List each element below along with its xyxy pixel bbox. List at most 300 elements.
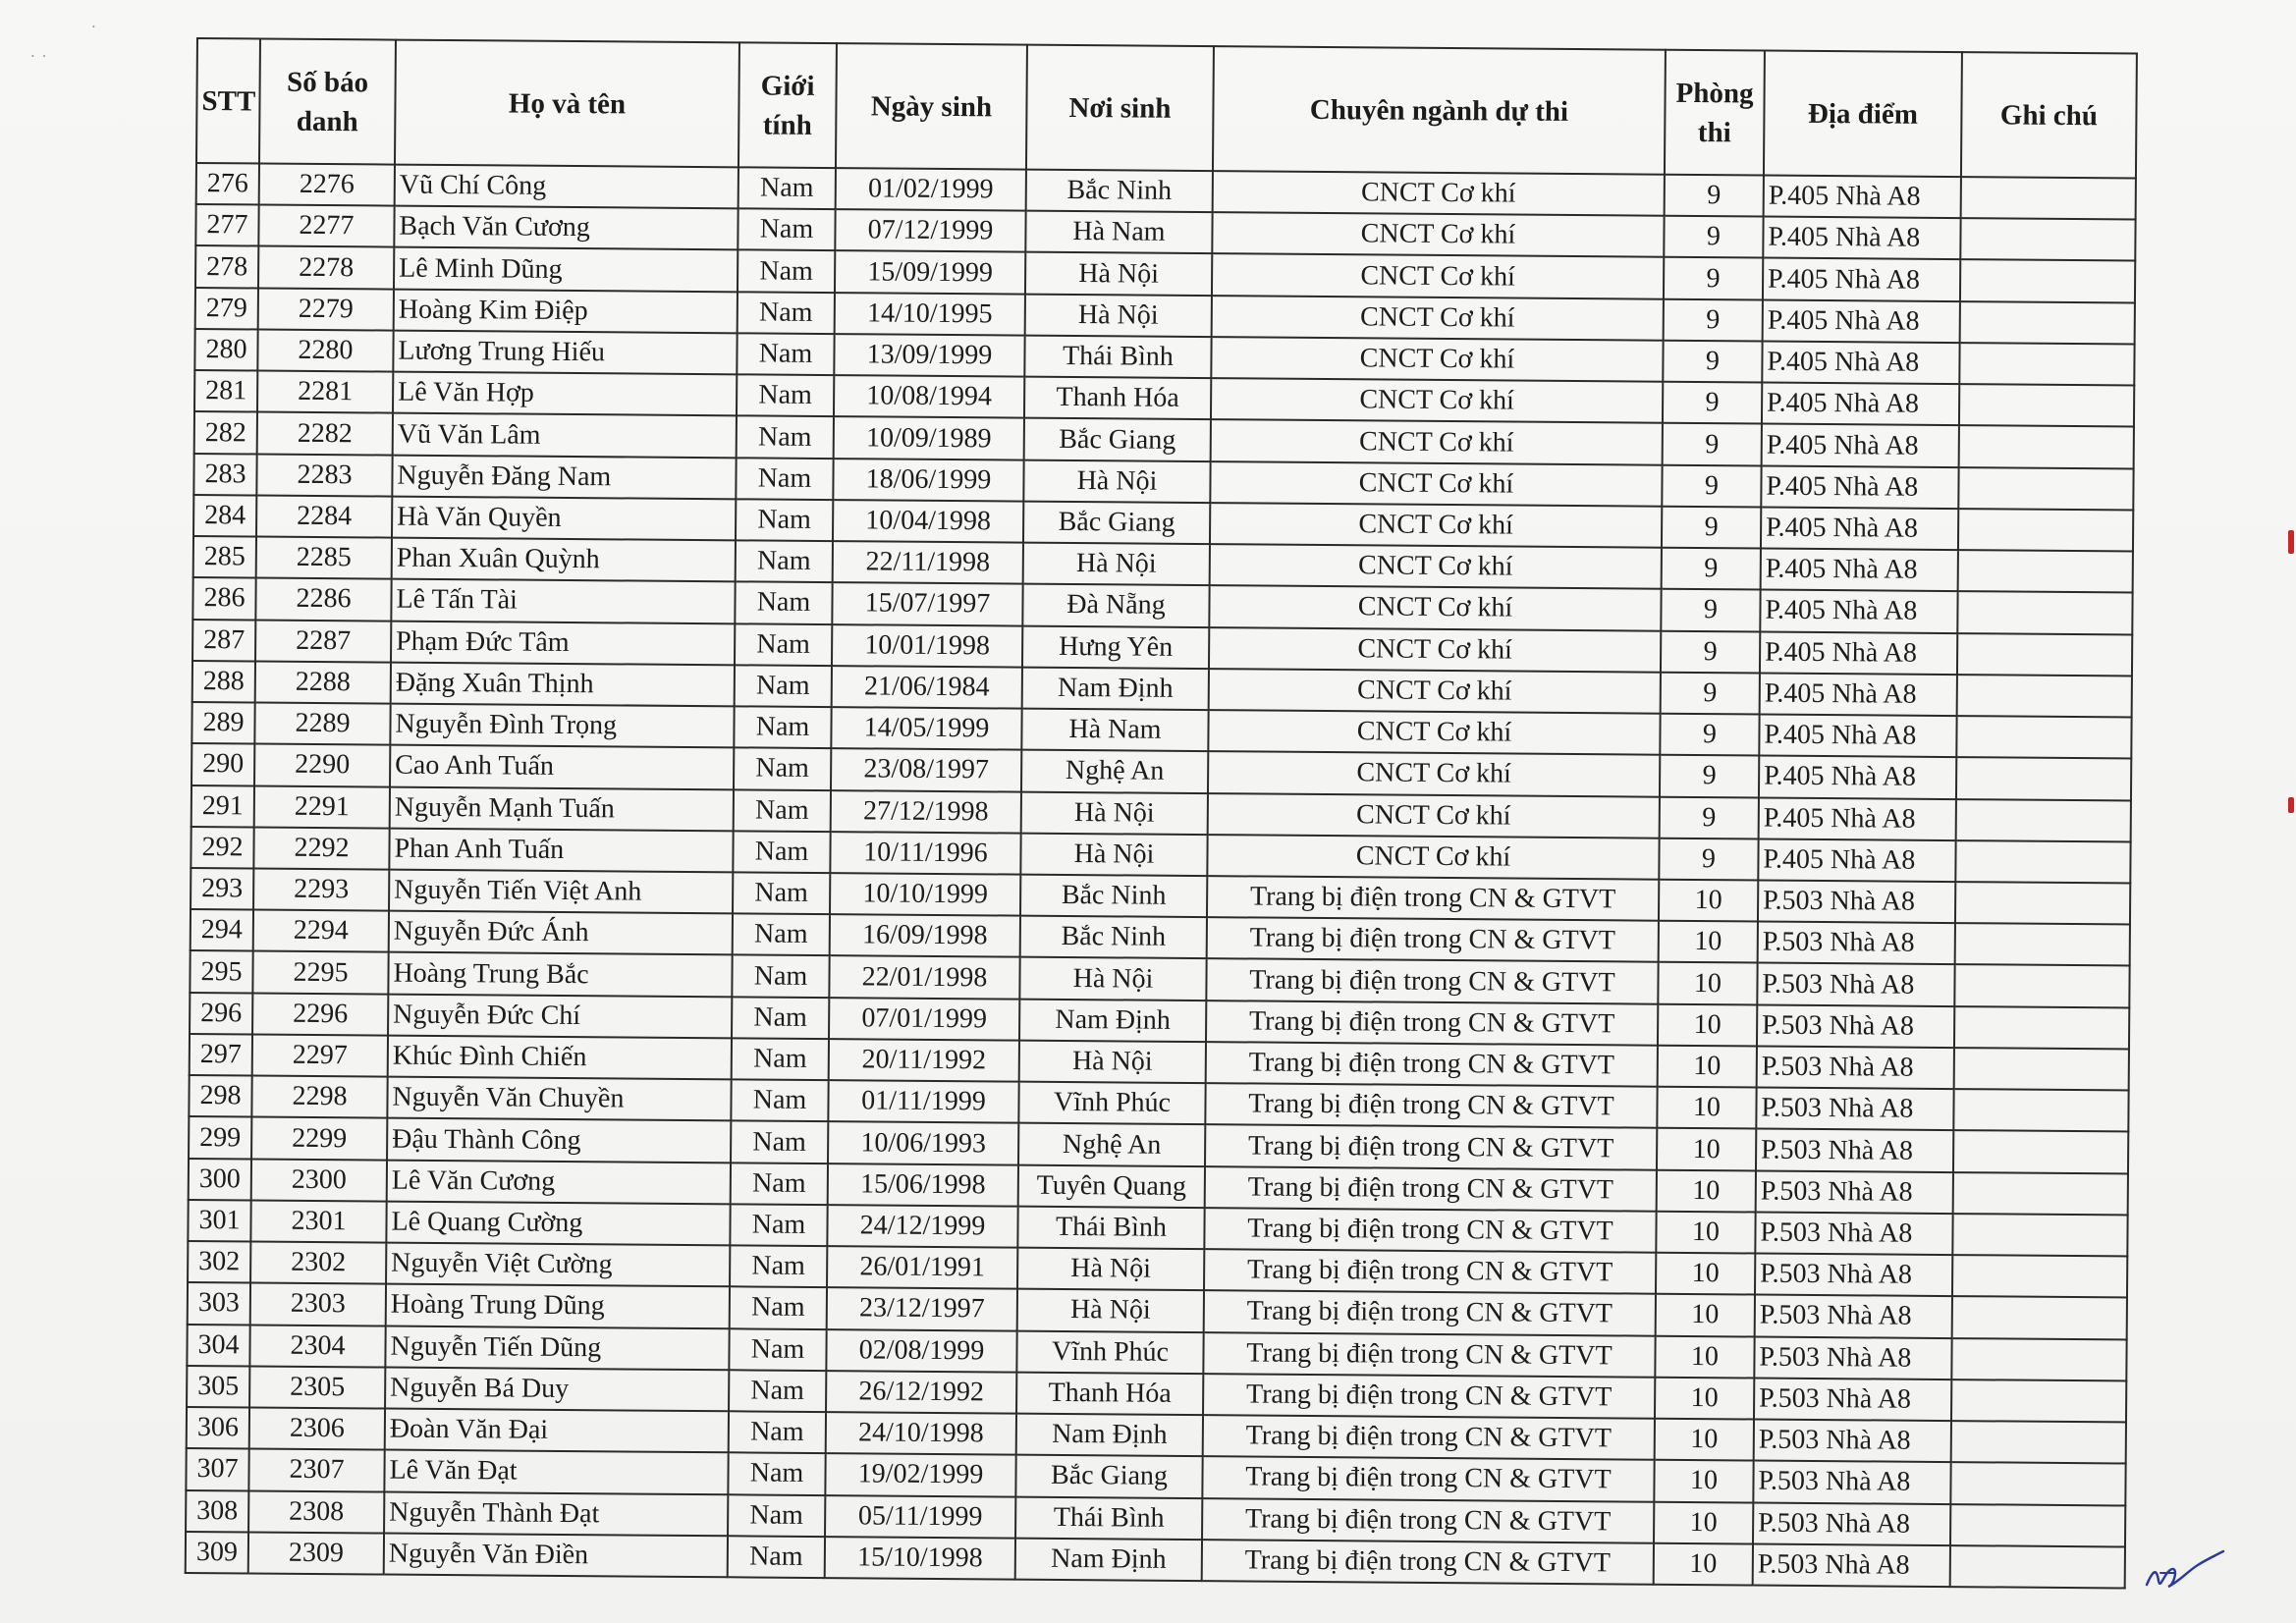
cell-gender: Nam: [735, 582, 832, 624]
cell-pob: Nam Định: [1015, 1538, 1202, 1581]
cell-location: P.503 Nhà A8: [1753, 1502, 1950, 1545]
cell-sbd: 2302: [250, 1242, 386, 1284]
cell-room: 10: [1657, 1169, 1756, 1212]
cell-major: CNCT Cơ khí: [1212, 212, 1664, 257]
cell-location: P.503 Nhà A8: [1756, 1170, 1953, 1214]
cell-location: P.503 Nhà A8: [1755, 1254, 1952, 1297]
cell-note: [1957, 675, 2132, 718]
cell-location: P.503 Nhà A8: [1753, 1543, 1950, 1587]
cell-location: P.405 Nhà A8: [1762, 341, 1959, 384]
cell-gender: Nam: [738, 209, 835, 251]
cell-location: P.405 Nhà A8: [1762, 383, 1959, 426]
cell-pob: Vĩnh Phúc: [1018, 1082, 1205, 1125]
cell-name: Nguyễn Thành Đạt: [384, 1491, 728, 1536]
cell-gender: Nam: [738, 250, 835, 293]
cell-major: CNCT Cơ khí: [1207, 835, 1659, 880]
cell-gender: Nam: [728, 1494, 825, 1537]
cell-major: Trang bị điện trong CN & GTVT: [1203, 1332, 1655, 1378]
cell-gender: Nam: [729, 1328, 826, 1371]
cell-sbd: 2276: [259, 164, 395, 206]
cell-sbd: 2288: [255, 661, 391, 703]
cell-name: Hoàng Kim Điệp: [394, 289, 738, 333]
cell-gender: Nam: [736, 499, 833, 541]
cell-sbd: 2290: [254, 744, 390, 786]
cell-location: P.405 Nhà A8: [1761, 507, 1958, 550]
cell-note: [1960, 260, 2135, 303]
cell-dob: 10/10/1999: [830, 873, 1020, 916]
cell-note: [1959, 426, 2134, 469]
cell-dob: 10/04/1998: [833, 500, 1023, 543]
cell-room: 10: [1658, 1003, 1757, 1046]
cell-room: 9: [1664, 257, 1763, 299]
cell-name: Hà Văn Quyền: [392, 496, 736, 540]
cell-location: P.405 Nhà A8: [1760, 631, 1957, 675]
cell-gender: Nam: [734, 706, 831, 748]
cell-gender: Nam: [731, 1121, 828, 1163]
cell-name: Hoàng Trung Bắc: [388, 952, 732, 997]
cell-sbd: 2301: [250, 1200, 386, 1242]
cell-stt: 282: [194, 411, 257, 454]
cell-name: Nguyễn Văn Chuyền: [387, 1077, 731, 1121]
cell-name: Nguyễn Đức Chí: [388, 994, 732, 1038]
cell-pob: Hà Nội: [1020, 833, 1207, 876]
cell-location: P.503 Nhà A8: [1758, 922, 1955, 965]
cell-name: Đặng Xuân Thịnh: [391, 662, 735, 706]
cell-major: CNCT Cơ khí: [1208, 751, 1660, 796]
cell-name: Nguyễn Văn Điền: [384, 1533, 728, 1577]
cell-note: [1956, 757, 2131, 800]
cell-gender: Nam: [729, 1411, 826, 1453]
cell-room: 9: [1660, 755, 1759, 797]
cell-note: [1957, 633, 2132, 676]
cell-note: [1957, 591, 2132, 634]
cell-sbd: 2285: [256, 537, 392, 579]
header-gender: Giới tính: [738, 42, 837, 168]
cell-dob: 10/08/1994: [834, 375, 1024, 418]
cell-note: [1959, 384, 2134, 427]
cell-stt: 281: [194, 370, 257, 412]
cell-stt: 280: [194, 329, 257, 371]
cell-note: [1950, 1504, 2125, 1547]
cell-location: P.503 Nhà A8: [1756, 1088, 1953, 1131]
cell-dob: 15/07/1997: [832, 582, 1022, 625]
cell-pob: Nghệ An: [1018, 1123, 1205, 1166]
cell-stt: 296: [190, 993, 252, 1035]
cell-location: P.405 Nhà A8: [1761, 465, 1958, 509]
cell-major: CNCT Cơ khí: [1208, 710, 1660, 755]
cell-dob: 15/06/1998: [828, 1163, 1018, 1207]
cell-dob: 05/11/1999: [825, 1495, 1015, 1539]
cell-pob: Thanh Hóa: [1024, 377, 1211, 420]
cell-major: CNCT Cơ khí: [1209, 627, 1661, 673]
cell-name: Lương Trung Hiếu: [393, 331, 737, 375]
cell-room: 9: [1662, 464, 1761, 507]
cell-stt: 279: [195, 288, 258, 330]
cell-room: 9: [1662, 548, 1761, 590]
cell-dob: 15/10/1998: [825, 1537, 1015, 1580]
cell-note: [1952, 1214, 2127, 1257]
cell-room: 9: [1663, 341, 1762, 383]
cell-gender: Nam: [733, 831, 830, 873]
cell-room: 9: [1661, 630, 1760, 673]
cell-stt: 277: [195, 204, 258, 246]
cell-major: Trang bị điện trong CN & GTVT: [1207, 917, 1659, 962]
cell-sbd: 2278: [258, 246, 394, 289]
cell-stt: 287: [192, 620, 255, 662]
cell-pob: Hà Nội: [1017, 1248, 1204, 1291]
cell-room: 9: [1664, 216, 1763, 258]
header-row: [196, 38, 2137, 179]
cell-gender: Nam: [730, 1287, 827, 1329]
cell-sbd: 2286: [255, 578, 391, 621]
cell-location: P.503 Nhà A8: [1754, 1420, 1951, 1463]
cell-dob: 16/09/1998: [830, 914, 1020, 957]
cell-gender: Nam: [735, 665, 832, 707]
cell-note: [1955, 882, 2130, 925]
table-header: [196, 38, 2137, 179]
cell-stt: 284: [193, 495, 256, 537]
cell-major: Trang bị điện trong CN & GTVT: [1205, 1083, 1657, 1128]
cell-gender: Nam: [731, 1079, 828, 1121]
cell-dob: 23/12/1997: [827, 1287, 1017, 1330]
cell-note: [1960, 218, 2135, 261]
cell-gender: Nam: [728, 1453, 825, 1495]
cell-dob: 26/01/1991: [827, 1246, 1017, 1289]
cell-location: P.405 Nhà A8: [1759, 756, 1956, 799]
cell-sbd: 2299: [251, 1117, 387, 1160]
cell-sbd: 2291: [254, 785, 390, 828]
cell-dob: 18/06/1999: [833, 459, 1023, 502]
cell-stt: 304: [187, 1325, 249, 1367]
cell-dob: 01/02/1999: [836, 168, 1026, 211]
cell-sbd: 2306: [249, 1407, 385, 1449]
cell-gender: Nam: [732, 955, 829, 998]
cell-location: P.503 Nhà A8: [1755, 1212, 1952, 1255]
cell-name: Nguyễn Mạnh Tuấn: [390, 786, 734, 831]
cell-name: Đậu Thành Công: [387, 1118, 731, 1163]
cell-gender: Nam: [731, 1163, 828, 1205]
cell-sbd: 2304: [249, 1325, 385, 1367]
cell-location: P.503 Nhà A8: [1757, 1046, 1954, 1089]
cell-note: [1951, 1380, 2126, 1423]
cell-major: Trang bị điện trong CN & GTVT: [1207, 876, 1659, 921]
cell-room: 10: [1659, 880, 1758, 922]
cell-major: Trang bị điện trong CN & GTVT: [1202, 1540, 1654, 1585]
cell-sbd: 2284: [256, 495, 392, 537]
cell-room: 10: [1654, 1460, 1753, 1502]
cell-name: Phan Xuân Quỳnh: [392, 538, 736, 582]
cell-pob: Bắc Giang: [1024, 418, 1211, 461]
cell-note: [1951, 1421, 2126, 1464]
cell-location: P.503 Nhà A8: [1757, 1004, 1954, 1048]
cell-major: Trang bị điện trong CN & GTVT: [1205, 1166, 1657, 1212]
cell-pob: Hà Nội: [1025, 294, 1212, 337]
cell-gender: Nam: [730, 1204, 827, 1246]
cell-dob: 01/11/1999: [828, 1080, 1018, 1123]
cell-room: 10: [1655, 1335, 1754, 1378]
cell-room: 9: [1662, 507, 1761, 549]
cell-note: [1956, 799, 2131, 842]
cell-gender: Nam: [732, 1038, 829, 1080]
cell-gender: Nam: [733, 872, 830, 914]
cell-room: 10: [1658, 1046, 1757, 1088]
cell-dob: 02/08/1999: [826, 1329, 1016, 1373]
cell-dob: 07/12/1999: [835, 209, 1025, 252]
cell-gender: Nam: [733, 914, 830, 956]
cell-name: Lê Minh Dũng: [394, 247, 738, 292]
cell-pob: Thái Bình: [1015, 1496, 1202, 1540]
cell-sbd: 2294: [253, 910, 389, 952]
cell-pob: Nghệ An: [1021, 750, 1208, 793]
cell-stt: 302: [188, 1241, 250, 1283]
cell-room: 9: [1661, 673, 1760, 715]
cell-stt: 291: [191, 785, 254, 828]
cell-sbd: 2287: [255, 620, 391, 662]
cell-note: [1953, 1172, 2128, 1216]
cell-pob: Nam Định: [1019, 999, 1206, 1042]
cell-location: P.405 Nhà A8: [1758, 839, 1955, 882]
cell-sbd: 2297: [252, 1034, 388, 1076]
cell-sbd: 2292: [253, 827, 389, 869]
exam-roster-table: [185, 37, 2138, 1589]
cell-sbd: 2300: [251, 1159, 387, 1201]
cell-pob: Thanh Hóa: [1016, 1372, 1203, 1415]
cell-stt: 290: [191, 743, 254, 785]
cell-name: Phạm Đức Tâm: [391, 621, 735, 665]
signature-initials: [2139, 1542, 2227, 1596]
header-stt: STT: [196, 38, 260, 163]
table-body: [186, 163, 2136, 1588]
cell-pob: Tuyên Quang: [1018, 1164, 1205, 1208]
cell-dob: 10/01/1998: [832, 624, 1022, 668]
cell-stt: 298: [189, 1075, 251, 1117]
cell-location: P.405 Nhà A8: [1763, 258, 1960, 301]
cell-dob: 21/06/1984: [832, 666, 1022, 709]
cell-stt: 294: [191, 909, 253, 951]
cell-sbd: 2296: [252, 993, 388, 1035]
cell-note: [1959, 343, 2134, 386]
cell-dob: 15/09/1999: [835, 251, 1025, 295]
cell-name: Lê Văn Cương: [387, 1160, 731, 1204]
cell-sbd: 2308: [248, 1490, 384, 1533]
cell-major: Trang bị điện trong CN & GTVT: [1204, 1290, 1656, 1335]
cell-gender: Nam: [738, 292, 835, 334]
cell-major: CNCT Cơ khí: [1211, 378, 1663, 423]
cell-pob: Vĩnh Phúc: [1016, 1330, 1203, 1374]
cell-room: 9: [1663, 382, 1762, 424]
cell-name: Nguyễn Bá Duy: [385, 1367, 729, 1411]
cell-pob: Hà Nam: [1021, 709, 1208, 752]
cell-location: P.503 Nhà A8: [1758, 881, 1955, 924]
cell-gender: Nam: [734, 789, 831, 832]
cell-stt: 297: [190, 1034, 252, 1076]
cell-major: CNCT Cơ khí: [1213, 171, 1665, 216]
cell-major: CNCT Cơ khí: [1210, 461, 1662, 507]
cell-room: 9: [1663, 423, 1762, 465]
cell-note: [1950, 1545, 2125, 1589]
cell-sbd: 2283: [256, 454, 392, 496]
cell-stt: 292: [191, 827, 253, 869]
cell-dob: 10/11/1996: [830, 832, 1020, 875]
cell-room: 9: [1665, 175, 1764, 217]
cell-room: 10: [1654, 1501, 1753, 1543]
cell-dob: 22/11/1998: [833, 541, 1023, 584]
cell-dob: 19/02/1999: [825, 1453, 1015, 1496]
cell-dob: 26/12/1992: [826, 1371, 1016, 1414]
cell-location: P.405 Nhà A8: [1760, 673, 1957, 716]
cell-gender: Nam: [736, 458, 833, 500]
cell-pob: Hà Nội: [1023, 543, 1210, 586]
cell-major: CNCT Cơ khí: [1210, 544, 1662, 589]
edge-ink-mark: [2288, 530, 2294, 554]
cell-sbd: 2281: [257, 371, 393, 413]
cell-note: [1960, 301, 2135, 345]
cell-pob: Nam Định: [1022, 667, 1209, 710]
cell-major: CNCT Cơ khí: [1211, 337, 1663, 382]
cell-major: CNCT Cơ khí: [1211, 420, 1663, 465]
header-location: Địa điểm: [1764, 51, 1962, 178]
cell-room: 9: [1660, 714, 1759, 756]
cell-room: 9: [1659, 838, 1758, 880]
cell-pob: Bắc Giang: [1015, 1455, 1202, 1498]
cell-note: [1955, 840, 2130, 884]
cell-pob: Đà Nẵng: [1022, 584, 1209, 627]
header-room: Phòng thi: [1665, 50, 1765, 176]
cell-stt: 301: [188, 1200, 250, 1242]
cell-location: P.503 Nhà A8: [1754, 1336, 1951, 1380]
cell-sbd: 2289: [254, 703, 390, 745]
cell-dob: 07/01/1999: [829, 998, 1019, 1041]
cell-major: Trang bị điện trong CN & GTVT: [1202, 1498, 1654, 1543]
cell-note: [1951, 1338, 2126, 1381]
cell-dob: 24/10/1998: [826, 1412, 1016, 1455]
cell-name: Lê Quang Cường: [386, 1201, 730, 1245]
cell-pob: Bắc Giang: [1023, 502, 1210, 545]
cell-stt: 278: [195, 245, 258, 288]
cell-room: 10: [1656, 1212, 1755, 1254]
cell-location: P.405 Nhà A8: [1764, 176, 1961, 219]
scan-speck: ˙: [90, 22, 97, 43]
cell-major: Trang bị điện trong CN & GTVT: [1206, 1042, 1658, 1087]
cell-sbd: 2298: [251, 1076, 387, 1118]
cell-note: [1956, 716, 2131, 759]
cell-sbd: 2279: [258, 288, 394, 330]
cell-name: Phan Anh Tuấn: [389, 828, 733, 872]
cell-major: CNCT Cơ khí: [1212, 296, 1664, 341]
cell-major: Trang bị điện trong CN & GTVT: [1206, 959, 1658, 1004]
cell-gender: Nam: [736, 540, 833, 582]
cell-major: Trang bị điện trong CN & GTVT: [1204, 1208, 1656, 1253]
cell-stt: 293: [191, 868, 253, 910]
cell-gender: Nam: [730, 1245, 827, 1287]
cell-gender: Nam: [732, 997, 829, 1039]
cell-name: Lê Tấn Tài: [391, 579, 735, 623]
cell-note: [1955, 923, 2130, 966]
cell-note: [1953, 1089, 2128, 1132]
cell-gender: Nam: [737, 375, 834, 417]
cell-location: P.503 Nhà A8: [1756, 1129, 1953, 1172]
cell-name: Nguyễn Đăng Nam: [392, 455, 736, 499]
cell-gender: Nam: [735, 623, 832, 666]
cell-room: 10: [1654, 1542, 1753, 1585]
cell-name: Bạch Văn Cương: [394, 206, 738, 250]
cell-note: [1950, 1462, 2125, 1505]
cell-stt: 307: [186, 1448, 248, 1490]
cell-stt: 285: [193, 536, 256, 578]
cell-major: CNCT Cơ khí: [1212, 254, 1664, 299]
cell-note: [1952, 1255, 2127, 1298]
cell-stt: 299: [189, 1116, 251, 1159]
cell-sbd: 2295: [252, 951, 388, 994]
cell-note: [1958, 509, 2133, 552]
cell-gender: Nam: [738, 167, 836, 209]
cell-location: P.405 Nhà A8: [1760, 590, 1957, 633]
cell-pob: Thái Bình: [1017, 1206, 1204, 1249]
edge-ink-mark: [2288, 797, 2294, 813]
cell-stt: 306: [187, 1407, 249, 1449]
cell-pob: Hà Nội: [1017, 1289, 1204, 1332]
cell-dob: 10/09/1989: [834, 417, 1024, 460]
cell-dob: 27/12/1998: [831, 790, 1021, 834]
cell-gender: Nam: [737, 333, 834, 375]
cell-stt: 276: [196, 163, 259, 205]
cell-dob: 23/08/1997: [831, 748, 1021, 791]
cell-stt: 305: [187, 1366, 249, 1408]
cell-room: 10: [1656, 1294, 1755, 1336]
cell-note: [1961, 177, 2136, 220]
cell-note: [1958, 550, 2133, 593]
cell-name: Nguyễn Đình Trọng: [390, 704, 734, 748]
cell-stt: 295: [190, 950, 252, 993]
cell-stt: 283: [193, 454, 256, 496]
cell-note: [1952, 1296, 2127, 1339]
cell-name: Vũ Văn Lâm: [393, 413, 737, 458]
cell-gender: Nam: [737, 416, 834, 459]
cell-room: 9: [1664, 298, 1763, 341]
cell-room: 10: [1659, 921, 1758, 963]
cell-pob: Hà Nội: [1023, 460, 1210, 503]
cell-stt: 289: [191, 702, 254, 744]
cell-sbd: 2282: [257, 412, 393, 455]
cell-name: Lê Văn Hợp: [393, 372, 737, 416]
cell-room: 10: [1655, 1419, 1754, 1461]
cell-stt: 303: [188, 1282, 250, 1325]
cell-sbd: 2307: [248, 1449, 384, 1491]
cell-stt: 288: [192, 661, 255, 703]
header-note: Ghi chú: [1961, 52, 2137, 178]
cell-stt: 308: [186, 1489, 248, 1532]
cell-major: Trang bị điện trong CN & GTVT: [1204, 1249, 1656, 1294]
cell-dob: 13/09/1999: [834, 334, 1024, 377]
cell-location: P.405 Nhà A8: [1763, 299, 1960, 343]
cell-location: P.405 Nhà A8: [1759, 797, 1956, 840]
cell-sbd: 2293: [253, 868, 389, 910]
cell-location: P.503 Nhà A8: [1755, 1295, 1952, 1338]
cell-dob: 14/05/1999: [831, 707, 1021, 750]
cell-location: P.503 Nhà A8: [1753, 1461, 1950, 1504]
cell-gender: Nam: [728, 1536, 825, 1578]
cell-major: CNCT Cơ khí: [1209, 585, 1661, 630]
cell-name: Khúc Đình Chiến: [388, 1035, 732, 1079]
cell-pob: Hà Nam: [1025, 211, 1212, 254]
cell-pob: Bắc Ninh: [1020, 875, 1207, 918]
cell-name: Nguyễn Tiến Dũng: [385, 1325, 729, 1370]
cell-room: 9: [1660, 796, 1759, 839]
cell-location: P.405 Nhà A8: [1762, 424, 1959, 467]
cell-pob: Hà Nội: [1021, 791, 1208, 835]
header-sbd: Số báo danh: [259, 39, 396, 165]
cell-major: Trang bị điện trong CN & GTVT: [1203, 1374, 1655, 1419]
